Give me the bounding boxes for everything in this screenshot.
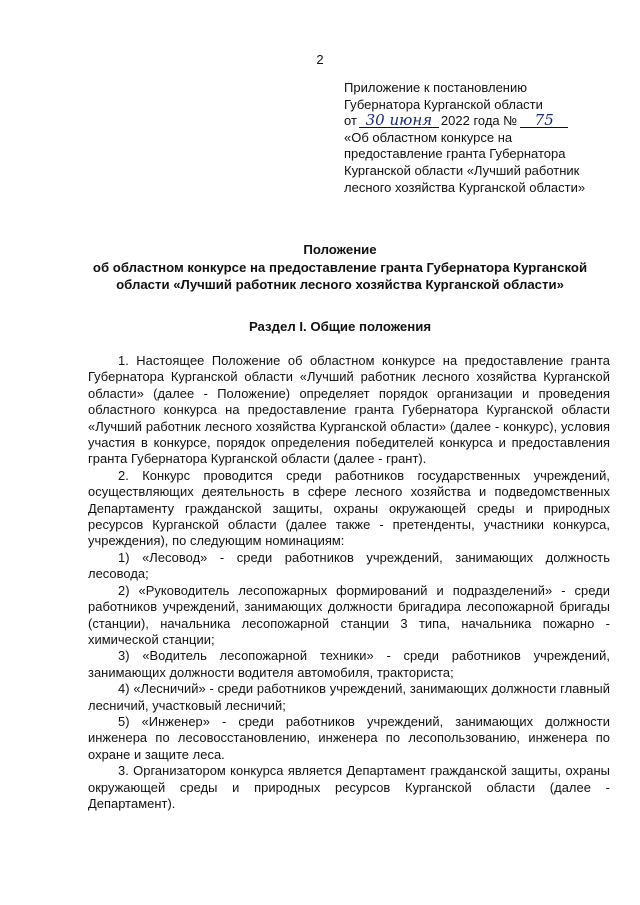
title-line-3: области «Лучший работник лесного хозяйства Курганской области» xyxy=(116,277,564,292)
paragraph: 2) «Руководитель лесопожарных формирований и подразделений» - среди работников учреждений, занимающих должности бригадира лесопожарной бригады (станции), начальника лесопожарной станции 3 типа, начальника пожарно - химической станции; xyxy=(88,582,610,647)
paragraph: 3. Организатором конкурса является Департамент гражданской защиты, охраны окружающей среды и природных ресурсов Курганской области (далее - Департамент). xyxy=(88,763,610,811)
page-number: 2 xyxy=(316,52,324,67)
appendix-block xyxy=(344,80,624,196)
appendix-line-1: Приложение к постановлению xyxy=(344,80,527,95)
title-line-1: Положение xyxy=(303,242,377,257)
appendix-line-7: лесного хозяйства Курганской области» xyxy=(344,179,586,195)
paragraph: 5) «Инженер» - среди работников учреждений, занимающих должности инженера по лесовосстановлению, инженера по лесопользованию, инженера по охране и защите леса. xyxy=(88,713,610,762)
date-mid: 2022 года № xyxy=(440,113,518,129)
document-body xyxy=(88,353,610,812)
handwritten-date: 30 июня xyxy=(359,113,439,128)
paragraph: 3) «Водитель лесопожарной техники» - среди работников учреждений, занимающих должности водителя автомобиля, тракториста; xyxy=(88,648,610,680)
handwritten-number: 75 xyxy=(520,113,568,128)
section-heading: Раздел I. Общие положения xyxy=(248,319,432,334)
date-prefix: от xyxy=(344,113,357,129)
appendix-line-4: «Об областном конкурсе на xyxy=(344,129,513,145)
appendix-line-6: Курганской области «Лучший работник xyxy=(344,162,580,178)
paragraph: 2. Конкурс проводится среди работников государственных учреждений, осуществляющих деятельность в сфере лесного хозяйства и подведомственных Департаменту гражданской защиты, охраны окружающей среды и природных ресурсов Курганской области (далее также - претенденты, участники конкурса, учреждения), по следующим номинациям: xyxy=(88,467,610,549)
paragraph: 4) «Лесничий» - среди работников учреждений, занимающих должности главный лесничий, участковый лесничий; xyxy=(88,681,610,713)
title-line-2: об областном конкурсе на предоставление гранта Губернатора Курганской xyxy=(92,259,588,275)
appendix-date-line xyxy=(344,113,624,130)
paragraph: 1) «Лесовод» - среди работников учреждений, занимающих должность лесовода; xyxy=(88,549,610,582)
appendix-line-2: Губернатора Курганской области xyxy=(344,96,543,112)
appendix-line-5: предоставление гранта Губернатора xyxy=(344,146,566,162)
paragraph: 1. Настоящее Положение об областном конкурсе на предоставление гранта Губернатора Курганской области «Лучший работник лесного хозяйства Курганской области» (далее - Положение) определяет порядок организации и проведения областного конкурса на предоставление гранта Губернатора Курганской области «Лучший работник лесного хозяйства Курганской области» (далее - конкурс), условия участия в конкурсе, порядок определения победителей конкурса и предоставления гранта Губернатора Курганской области (далее - грант). xyxy=(88,353,610,467)
document-title xyxy=(60,241,620,294)
